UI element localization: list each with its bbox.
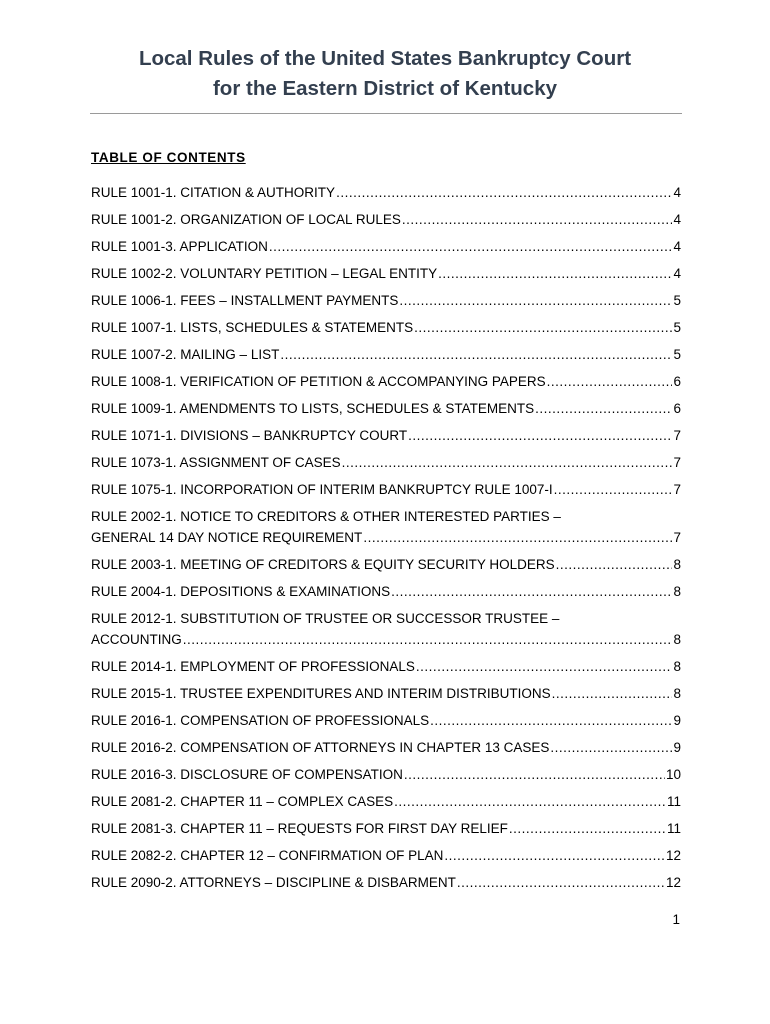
toc-dot-leader (414, 317, 672, 338)
toc-entry[interactable] (91, 737, 681, 758)
document-title-line-1: Local Rules of the United States Bankruptcy Court (138, 47, 632, 70)
toc-entry-page: 5 (673, 320, 681, 335)
toc-entry[interactable] (91, 344, 681, 365)
toc-entry-page: 12 (665, 875, 681, 890)
toc-entry-line (91, 629, 681, 650)
toc-entry-title: RULE 1009-1. AMENDMENTS TO LISTS, SCHEDULES & STATEMENTS (91, 401, 535, 416)
toc-entry-line (91, 344, 681, 365)
toc-entry-page: 4 (673, 239, 681, 254)
toc-entry-line (91, 581, 681, 602)
toc-entry-title: RULE 1008-1. VERIFICATION OF PETITION & ACCOMPANYING PAPERS (91, 374, 546, 389)
toc-entry-title: RULE 2016-3. DISCLOSURE OF COMPENSATION (91, 767, 403, 782)
toc-entry-line (91, 872, 681, 893)
toc-entry-title: RULE 2016-1. COMPENSATION OF PROFESSIONALS (91, 713, 430, 728)
toc-dot-leader (399, 290, 672, 311)
toc-entry-page: 7 (673, 455, 681, 470)
toc-entry-title: RULE 1006-1. FEES – INSTALLMENT PAYMENTS (91, 293, 399, 308)
toc-entry-title: RULE 1001-2. ORGANIZATION OF LOCAL RULES (91, 212, 401, 227)
toc-entry[interactable] (91, 209, 681, 230)
toc-entry[interactable] (91, 845, 681, 866)
toc-entry-page: 5 (673, 347, 681, 362)
toc-dot-leader (391, 581, 672, 602)
toc-entry[interactable] (91, 263, 681, 284)
toc-entry-line (91, 317, 681, 338)
toc-entry-page: 7 (673, 530, 681, 545)
toc-entry-page: 8 (673, 686, 681, 701)
toc-entry-page: 9 (673, 713, 681, 728)
toc-dot-leader (404, 764, 665, 785)
toc-entry-title: RULE 2015-1. TRUSTEE EXPENDITURES AND INTERIM DISTRIBUTIONS (91, 686, 551, 701)
toc-dot-leader (408, 425, 672, 446)
toc-entry-line (91, 398, 681, 419)
toc-entry-line (91, 209, 681, 230)
toc-entry[interactable] (91, 710, 681, 731)
toc-entry[interactable] (91, 236, 681, 257)
toc-entry-page: 4 (673, 185, 681, 200)
toc-dot-leader (183, 629, 673, 650)
document-title-line-2: for the Eastern District of Kentucky (212, 77, 557, 100)
toc-dot-leader (363, 527, 672, 548)
toc-dot-leader (336, 182, 672, 203)
toc-entry-title: RULE 1075-1. INCORPORATION OF INTERIM BANKRUPTCY RULE 1007-I (91, 482, 553, 497)
toc-entry-title: RULE 1007-2. MAILING – LIST (91, 347, 280, 362)
toc-entry-page: 4 (673, 212, 681, 227)
toc-entry[interactable] (91, 182, 681, 203)
toc-entry-title: RULE 2082-2. CHAPTER 12 – CONFIRMATION OF PLAN (91, 848, 444, 863)
toc-entry-line (91, 683, 681, 704)
toc-entry-page: 4 (673, 266, 681, 281)
toc-dot-leader (402, 209, 673, 230)
toc-entry-line (91, 425, 681, 446)
toc-entry[interactable] (91, 425, 681, 446)
toc-entry[interactable] (91, 791, 681, 812)
toc-dot-leader (556, 554, 673, 575)
toc-entry[interactable] (91, 683, 681, 704)
toc-entry-line (91, 182, 681, 203)
toc-dot-leader (269, 236, 673, 257)
toc-entry[interactable] (91, 506, 681, 548)
toc-dot-leader (550, 737, 672, 758)
toc-entry-line (91, 656, 681, 677)
toc-entry-page: 6 (673, 374, 681, 389)
toc-entry[interactable] (91, 398, 681, 419)
toc-entry[interactable] (91, 554, 681, 575)
toc-dot-leader (509, 818, 666, 839)
toc-entry-title: ACCOUNTING (91, 632, 182, 647)
toc-entry-title: RULE 2002-1. NOTICE TO CREDITORS & OTHER INTERESTED PARTIES – (91, 509, 561, 524)
toc-entry-title: RULE 1073-1. ASSIGNMENT OF CASES (91, 455, 341, 470)
toc-entry-title: GENERAL 14 DAY NOTICE REQUIREMENT (91, 530, 363, 545)
page-number: 1 (672, 912, 680, 927)
toc-entry-page: 6 (673, 401, 681, 416)
toc-entry-page: 11 (666, 821, 681, 836)
toc-entry-page: 5 (673, 293, 681, 308)
toc-entry[interactable] (91, 818, 681, 839)
toc-entry-page: 8 (673, 632, 681, 647)
toc-entry-title: RULE 2016-2. COMPENSATION OF ATTORNEYS IN CHAPTER 13 CASES (91, 740, 550, 755)
toc-entry-line (91, 710, 681, 731)
toc-dot-leader (416, 656, 673, 677)
toc-entry-title: RULE 2003-1. MEETING OF CREDITORS & EQUITY SECURITY HOLDERS (91, 557, 555, 572)
toc-entry[interactable] (91, 872, 681, 893)
toc-dot-leader (547, 371, 673, 392)
toc-entry-page: 8 (673, 557, 681, 572)
toc-entry[interactable] (91, 371, 681, 392)
toc-entry-line (91, 263, 681, 284)
toc-entry-page: 8 (673, 584, 681, 599)
toc-entry-page: 7 (673, 428, 681, 443)
toc-dot-leader (535, 398, 672, 419)
toc-entry-title: RULE 1001-1. CITATION & AUTHORITY (91, 185, 336, 200)
toc-entry-page: 9 (673, 740, 681, 755)
toc-entry-line (91, 236, 681, 257)
toc-entry[interactable] (91, 656, 681, 677)
toc-entry[interactable] (91, 764, 681, 785)
toc-dot-leader (444, 845, 665, 866)
toc-entry-line (91, 791, 681, 812)
toc-entry-title: RULE 2012-1. SUBSTITUTION OF TRUSTEE OR SUCCESSOR TRUSTEE – (91, 611, 560, 626)
toc-dot-leader (552, 683, 673, 704)
toc-entry[interactable] (91, 581, 681, 602)
toc-entry-title: RULE 1001-3. APPLICATION (91, 239, 268, 254)
toc-entry[interactable] (91, 290, 681, 311)
toc-entry-line (91, 845, 681, 866)
toc-entry-title: RULE 1007-1. LISTS, SCHEDULES & STATEMENTS (91, 320, 414, 335)
toc-entry-line (91, 479, 681, 500)
toc-entry-line (91, 818, 681, 839)
toc-dot-leader (430, 710, 672, 731)
toc-dot-leader (457, 872, 665, 893)
toc-entry[interactable] (91, 608, 681, 650)
toc-entry-title: RULE 2090-2. ATTORNEYS – DISCIPLINE & DISBARMENT (91, 875, 456, 890)
toc-entry-title: RULE 1002-2. VOLUNTARY PETITION – LEGAL ENTITY (91, 266, 438, 281)
toc-entry-line (91, 371, 681, 392)
toc-entry-line (91, 452, 681, 473)
title-divider (90, 113, 682, 114)
toc-entry-line (91, 527, 681, 548)
table-of-contents (91, 182, 681, 899)
document-title (90, 44, 680, 104)
toc-entry-line (91, 554, 681, 575)
toc-entry[interactable] (91, 452, 681, 473)
toc-entry-line (91, 737, 681, 758)
toc-dot-leader (280, 344, 672, 365)
toc-entry[interactable] (91, 479, 681, 500)
toc-heading: TABLE OF CONTENTS (91, 150, 246, 165)
toc-dot-leader (438, 263, 672, 284)
toc-entry-page: 8 (673, 659, 681, 674)
toc-entry-title: RULE 2004-1. DEPOSITIONS & EXAMINATIONS (91, 584, 391, 599)
toc-entry-page: 11 (666, 794, 681, 809)
toc-entry-title: RULE 2081-3. CHAPTER 11 – REQUESTS FOR FIRST DAY RELIEF (91, 821, 508, 836)
toc-entry-page: 7 (673, 482, 681, 497)
toc-entry-title: RULE 1071-1. DIVISIONS – BANKRUPTCY COURT (91, 428, 408, 443)
toc-dot-leader (342, 452, 673, 473)
toc-entry-title: RULE 2014-1. EMPLOYMENT OF PROFESSIONALS (91, 659, 415, 674)
toc-dot-leader (394, 791, 666, 812)
toc-entry-title: RULE 2081-2. CHAPTER 11 – COMPLEX CASES (91, 794, 394, 809)
toc-entry-line (91, 764, 681, 785)
toc-entry-line (91, 290, 681, 311)
toc-entry-page: 10 (665, 767, 681, 782)
toc-dot-leader (554, 479, 673, 500)
toc-entry-page: 12 (665, 848, 681, 863)
toc-entry[interactable] (91, 317, 681, 338)
